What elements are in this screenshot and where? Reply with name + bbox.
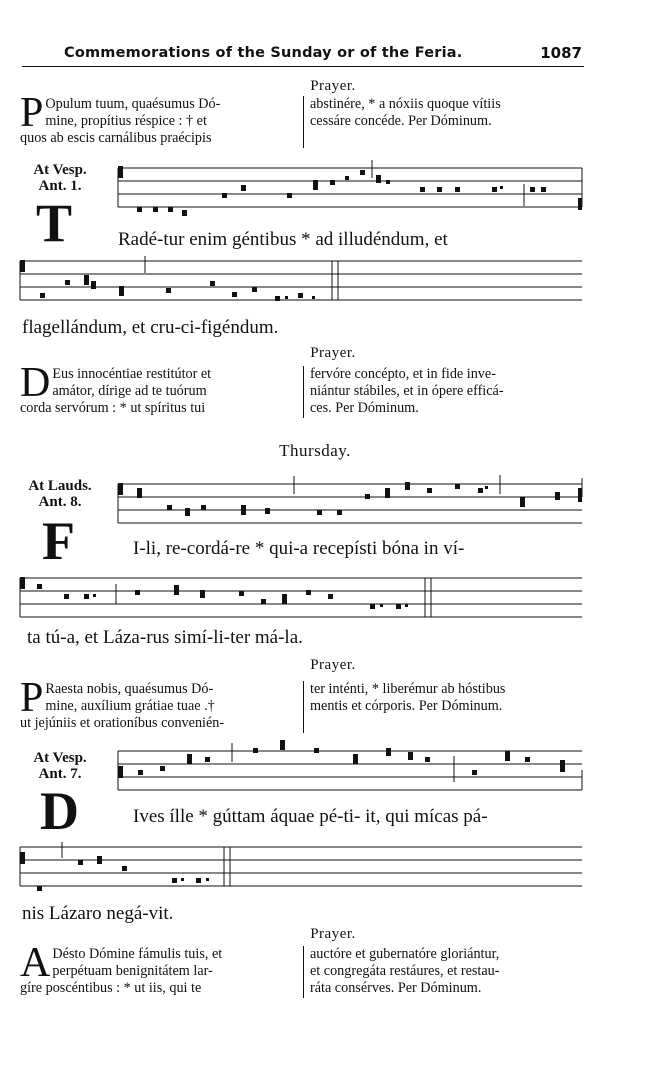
prayer-line: auctóre et gubernatóre gloriántur,	[310, 946, 500, 962]
prayer-left-column	[20, 90, 300, 147]
prayer-left-column	[20, 360, 300, 417]
section-heading: Thursday.	[279, 441, 351, 460]
chant-lyric: Radé-tur enim géntibus * ad illudéndum, et	[118, 229, 448, 250]
prayer-line: gíre poscéntibus : * ut iis, qui te	[20, 980, 202, 996]
prayer-line: abstinére, * a nóxiis quoque vítiis	[310, 96, 501, 112]
page-number: 1087	[540, 44, 582, 62]
chant-initial: F	[42, 511, 75, 571]
prayer-line: fervóre concépto, et in fide inve-	[310, 366, 496, 382]
chant-label	[20, 162, 100, 194]
prayer-line: quos ab escis carnálibus praécipis	[20, 130, 212, 146]
prayer-line: mine, auxílium grátiae tuae .†	[45, 698, 215, 714]
prayer-right-column	[310, 946, 584, 997]
column-divider	[303, 681, 304, 733]
drop-initial: P	[20, 675, 44, 721]
page-header	[22, 38, 584, 66]
office-label: At Vesp.	[33, 162, 87, 178]
prayer-block	[20, 675, 584, 733]
prayer-left-column	[20, 940, 300, 997]
chant-lyric: I-li, re-cordá-re * qui-a recepísti bóna in ví-	[133, 538, 465, 559]
prayer-line: mine, propítius réspice : † et	[45, 113, 207, 129]
chant-lyric: ta tú-a, et Láza-rus simí-li-ter má-la.	[27, 627, 303, 648]
chant-lyric: Ives ílle * gúttam áquae pé-ti- it, qui mícas pá-	[133, 806, 488, 827]
prayer-line: cessáre concéde. Per Dóminum.	[310, 113, 492, 129]
prayer-heading: Prayer.	[310, 345, 356, 361]
prayer-line: ter inténti, * liberémur ab hóstibus	[310, 681, 506, 697]
column-divider	[303, 366, 304, 418]
antiphon-label: Ant. 7.	[38, 766, 82, 782]
running-title: Commemorations of the Sunday or of the Feria.	[64, 45, 463, 61]
chant-initial: T	[36, 193, 73, 253]
prayer-right-column	[310, 96, 584, 130]
prayer-line: perpétuam benignitátem lar-	[52, 963, 213, 979]
prayer-right-column	[310, 681, 584, 715]
prayer-line: ces. Per Dóminum.	[310, 400, 419, 416]
prayer-line: Raesta nobis, quaésumus Dó-	[45, 681, 214, 697]
office-label: At Lauds.	[28, 478, 92, 494]
prayer-line: ut jejúniis et orationíbus convenién-	[20, 715, 225, 731]
column-divider	[303, 946, 304, 998]
prayer-block	[20, 90, 584, 148]
antiphon-label: Ant. 1.	[38, 178, 82, 194]
prayer-heading: Prayer.	[310, 78, 356, 94]
prayer-line: Opulum tuum, quaésumus Dó-	[45, 96, 221, 112]
prayer-line: niántur stábiles, et in ópere efficá-	[310, 383, 504, 399]
prayer-line: amátor, dírige ad te tuórum	[52, 383, 207, 399]
prayer-left-column	[20, 675, 300, 732]
column-divider	[303, 96, 304, 148]
prayer-block	[20, 940, 584, 998]
chant-label	[20, 750, 100, 782]
prayer-line: ráta consérves. Per Dóminum.	[310, 980, 482, 996]
antiphon-label: Ant. 8.	[38, 494, 82, 510]
office-label: At Vesp.	[33, 750, 87, 766]
chant-lyric: flagellándum, et cru-ci-figéndum.	[22, 317, 279, 338]
drop-initial: P	[20, 90, 44, 136]
prayer-line: Désto Dómine fámulis tuis, et	[52, 946, 223, 962]
chant-label	[20, 478, 100, 510]
prayer-heading: Prayer.	[310, 657, 356, 673]
prayer-line: mentis et córporis. Per Dóminum.	[310, 698, 503, 714]
prayer-line: corda servórum : * ut spíritus tui	[20, 400, 206, 416]
drop-initial: A	[20, 940, 51, 986]
prayer-block	[20, 360, 584, 418]
chant-lyric: nis Lázaro negá-vit.	[22, 903, 174, 924]
prayer-heading: Prayer.	[310, 926, 356, 942]
prayer-line: et congregáta restáures, et restau-	[310, 963, 500, 979]
prayer-right-column	[310, 366, 584, 417]
chant-initial: D	[40, 781, 79, 841]
drop-initial: D	[20, 360, 51, 406]
prayer-line: Eus innocéntiae restitútor et	[52, 366, 212, 382]
header-rule	[22, 66, 584, 67]
